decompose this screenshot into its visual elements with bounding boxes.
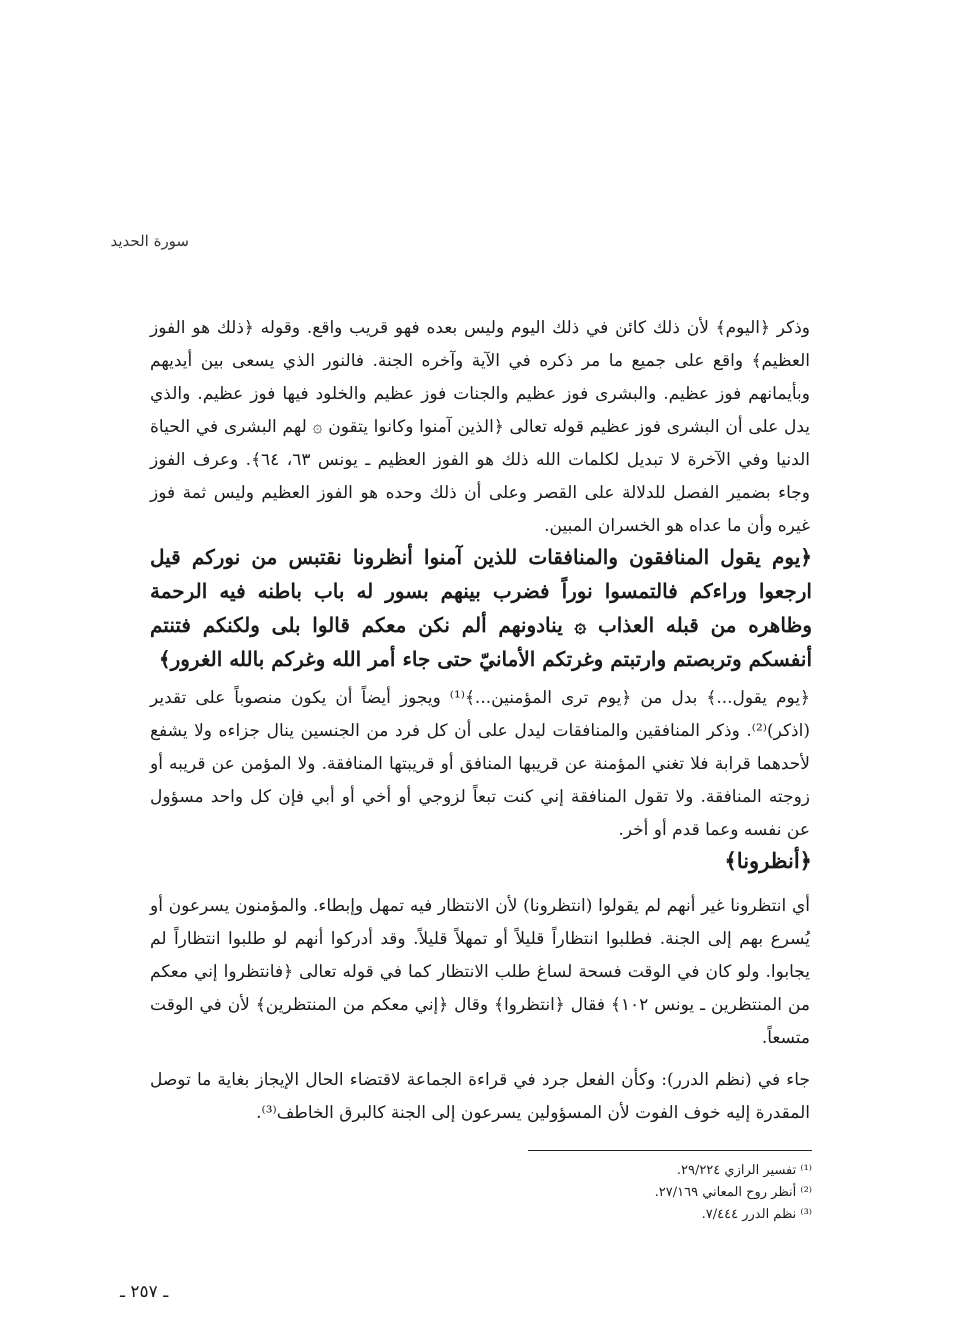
paragraph-3: أي انتظرونا غير أنهم لم يقولوا (انتظرونا) لأن الانتظار فيه تمهل وإبطاء. والمؤمنون يسرعون أو يُسرع بهم إلى الجنة. فطلبوا انتظاراً قليلاً أو تمهلاً قليلاً. وقد أدركوا أنهم لو طلبوا انتظاراً لم يجابوا. ولو كان في الوقت فسحة لساغ طلب الانتظار كما في قوله تعالى ﴿فانتظروا إني معكم من المنتظرين ـ يونس ١٠٢﴾ فقال ﴿انتظروا﴾ وقال ﴿إني معكم من المنتظرين﴾ لأن في الوقت متسعاً. xyxy=(150,896,810,1048)
running-header: سورة الحديد xyxy=(110,232,189,250)
footnote-1: ⁽¹⁾ تفسير الرازي ٢٩/٢٢٤. xyxy=(676,1163,812,1178)
paragraph-1: وذكر ﴿اليوم﴾ لأن ذلك كائن في ذلك اليوم وليس بعده فهو قريب واقع. وقوله ﴿ذلك هو الفوز العظيم﴾ واقع على جميع ما مر ذكره في الآية وآخره الجنة. فالنور الذي يسعى بين أيديهم وبأيمانهم فوز عظيم. والبشرى فوز عظيم والجنات فوز عظيم والخلود فيها فوز عظيم. والذي يدل على أن البشرى فوز عظيم قوله تعالى ﴿الذين آمنوا وكانوا يتقون ۞ لهم البشرى في الحياة الدنيا وفي الآخرة لا تبديل لكلمات الله ذلك هو الفوز العظيم ـ يونس ٦٣، ٦٤﴾. وعرف الفوز وجاء بضمير الفصل للدلالة على القصر وعلى أن ذلك وحده هو الفوز العظيم وليس ثمة فوز غيره وأن ما عداه هو الخسران المبين. xyxy=(150,318,810,536)
footnote-2: ⁽²⁾ أنظر روح المعاني ٢٧/١٦٩. xyxy=(654,1185,812,1200)
page-number: ـ ٢٥٧ ـ xyxy=(120,1282,169,1302)
paragraph-4: جاء في (نظم الدرر): وكأن الفعل جرد في قراءة الجماعة لاقتضاء الحال الإيجاز بغاية ما توصل المقدرة إليه خوف الفوت لأن المسؤولين يسرعون إلى الجنة كالبرق الخاطف⁽³⁾. xyxy=(150,1070,810,1123)
quran-verse: ﴿يوم يقول المنافقون والمنافقات للذين آمنوا أنظرونا نقتبس من نوركم قيل ارجعوا وراءكم فالتمسوا نوراً فضرب بينهم بسور له باب باطنه فيه الرحمة وظاهره من قبله العذاب ۞ ينادونهم ألم نكن معكم قالوا بلى ولكنكم فتنتم أنفسكم وتربصتم وارتبتم وغرتكم الأمانيّ حتى جاء أمر الله وغركم بالله الغرور﴾ xyxy=(150,545,812,671)
section-subheading: ﴿أنظرونا﴾ xyxy=(724,848,812,873)
footnote-3: ⁽³⁾ نظم الدرر ٧/٤٤٤. xyxy=(701,1207,812,1222)
paragraph-2: ﴿يوم يقول...﴾ بدل من ﴿يوم ترى المؤمنين...﴾⁽¹⁾ ويجوز أيضاً أن يكون منصوباً على تقدير (اذكر)⁽²⁾. وذكر المنافقين والمنافقات ليدل على أن كل فرد من الجنسين ينال جزاءه ولا يشفع لأحدهما قرابة فلا تغني المؤمنة عن قريبها المنافق أو قريبتها المنافقة. ولا المؤمن عن قريبه أو زوجته المنافقة. ولا تقول المنافقة إني كنت تبعاً لزوجي أو أخي أو أبي فإن كل واحد مسؤول عن نفسه وعما قدم أو أخر. xyxy=(150,688,811,840)
footnote-divider xyxy=(528,1150,812,1151)
footnotes xyxy=(420,1160,812,1226)
